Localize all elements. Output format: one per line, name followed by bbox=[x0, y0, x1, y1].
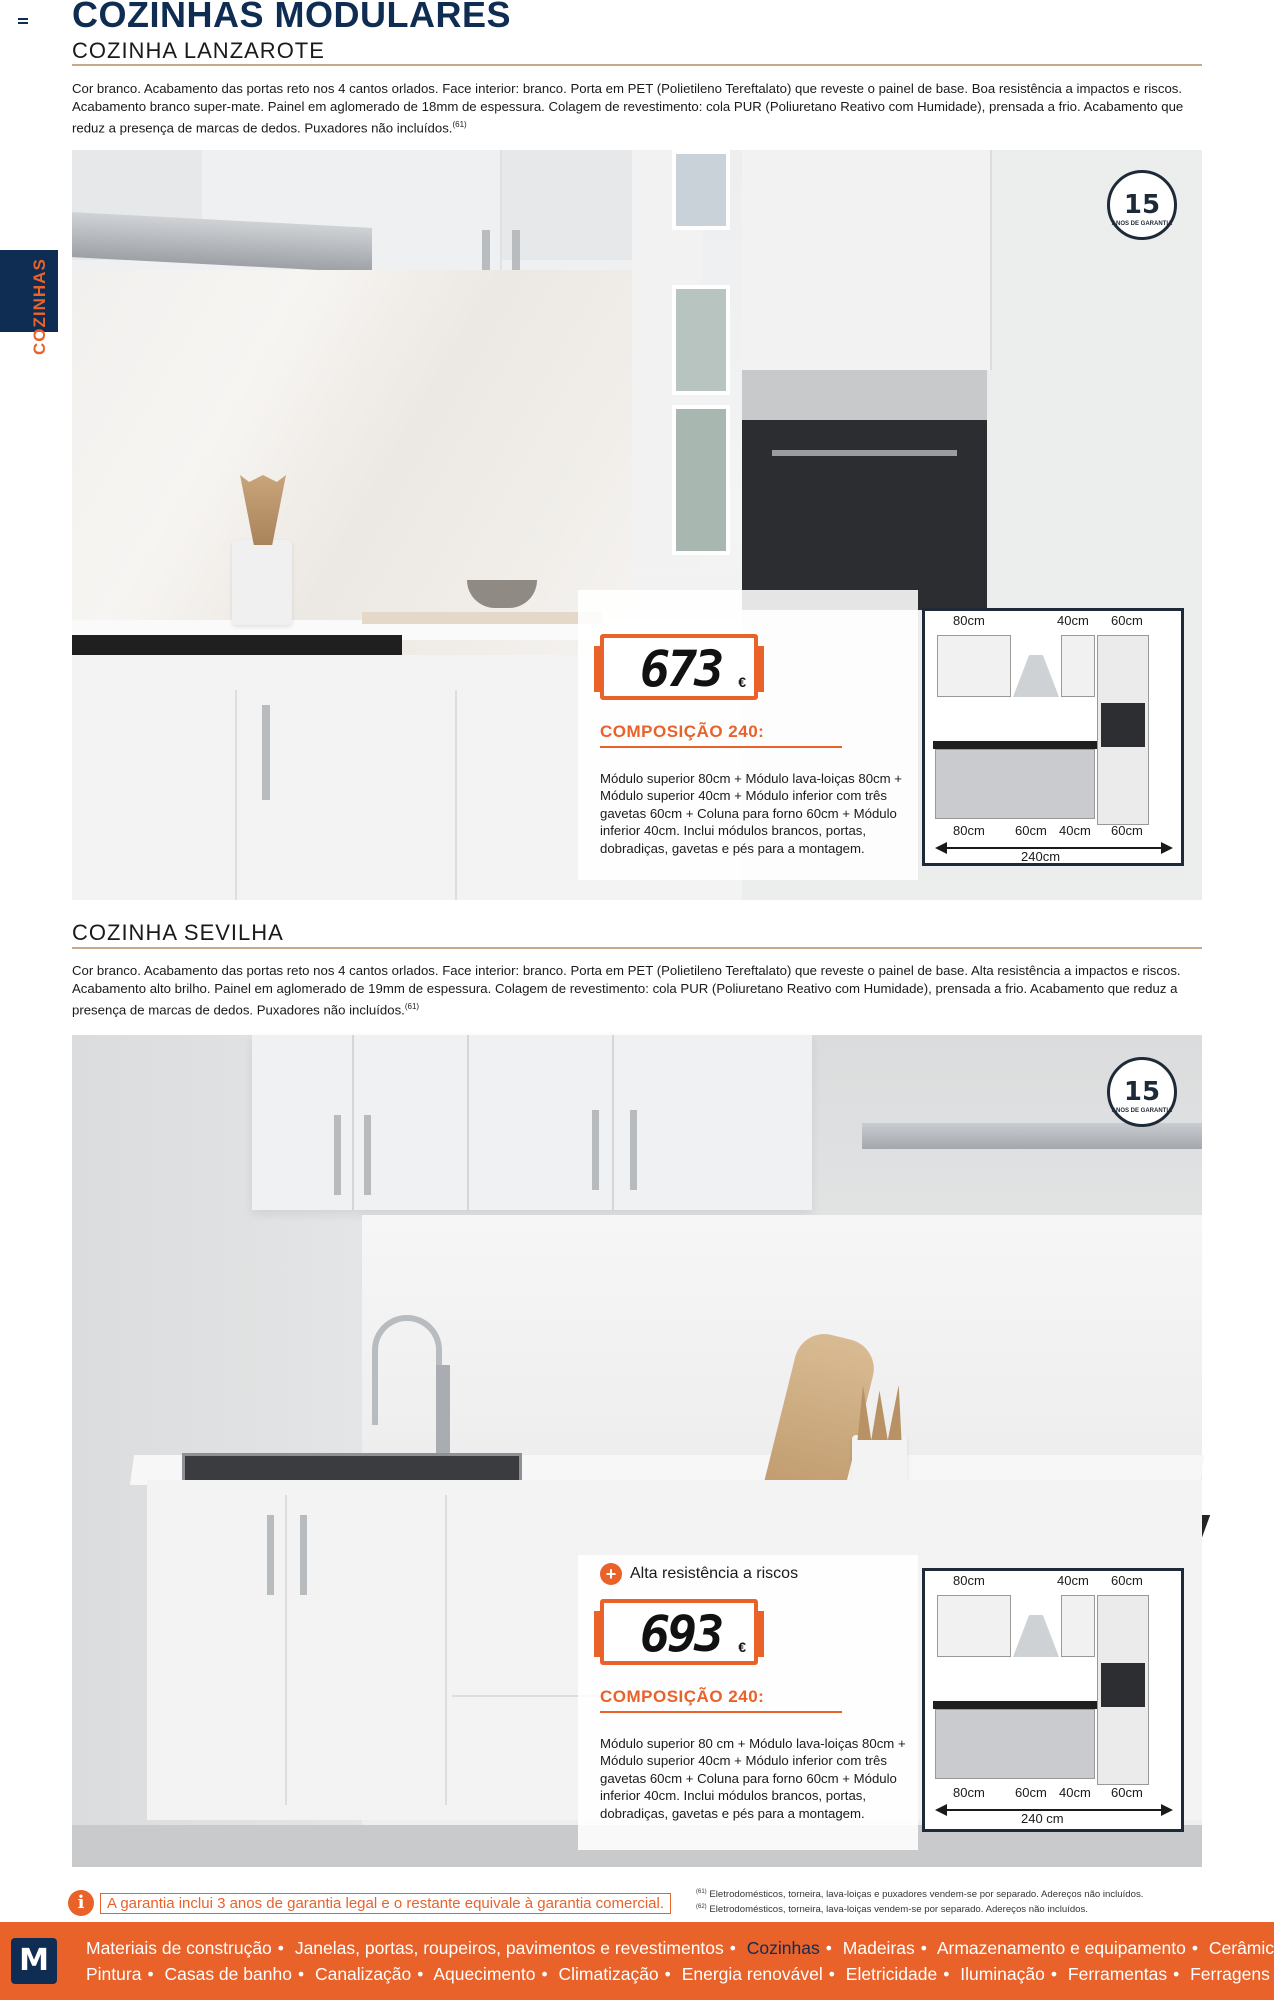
hood-illustration bbox=[1013, 655, 1059, 697]
nav-item-climatizacao[interactable]: Climatização bbox=[558, 1964, 659, 1984]
section-title-lanzarote: COZINHA LANZAROTE bbox=[72, 38, 325, 63]
logo-mark: M bbox=[11, 1938, 57, 1984]
footnotes bbox=[696, 1886, 1143, 1916]
price-panel bbox=[578, 1555, 918, 1850]
product-description: Cor branco. Acabamento das portas reto nos 4 cantos orlados. Face interior: branco. Porta em PET (Polietileno Tereftalato) que reveste o painel de base. Boa resistência a impactos e riscos. Acabamento branco super-mate. Painel em aglomerado de 18mm de espessura. Colagem de revestimento: cola PUR (Poliuretano Reativo com Humidade), prensada a frio. Acabamento que reduz a presença de marcas de dedos. Puxadores não incluídos.$^{(61)}$ bbox=[72, 81, 1184, 136]
composition-text: Módulo superior 80 cm + Módulo lava-loiças 80cm + Módulo superior 40cm + Módulo inferior com três gavetas 60cm + Coluna para forno 60cm + Módulo inferior 40cm. Inclui módulos brancos, portas, dobradiças, gavetas e pés para a montagem. bbox=[600, 1736, 906, 1821]
nav-item-canalizacao[interactable]: Canalização bbox=[314, 1964, 412, 1984]
nav-item-eletricidade[interactable]: Eletricidade bbox=[845, 1964, 938, 1984]
nav-item-ferramentas[interactable]: Ferramentas bbox=[1067, 1964, 1168, 1984]
base-cabinet-illustration bbox=[935, 1709, 1095, 1779]
upper-cabinet-illustration bbox=[1061, 1595, 1095, 1657]
plus-icon: + bbox=[600, 1563, 622, 1585]
countertop-illustration bbox=[933, 741, 1097, 749]
footnote-61: $^{(61)}$ Eletrodomésticos, torneira, lava-loiças e puxadores vendem-se por separado. Adereços não incluídos. bbox=[696, 1889, 1144, 1901]
nav-item-ceramica[interactable]: Cerâmica bbox=[1208, 1938, 1284, 1958]
arrow-left-icon bbox=[935, 1804, 947, 1816]
warranty-badge: 15 ANOS DE GARANTIA bbox=[1107, 170, 1177, 240]
countertop-illustration bbox=[933, 1701, 1097, 1709]
arrow-right-icon bbox=[1161, 1804, 1173, 1816]
side-section-label: COZINHAS bbox=[30, 258, 49, 355]
arrow-right-icon bbox=[1161, 842, 1173, 854]
kitchen-photo-lanzarote bbox=[72, 150, 1202, 900]
diagram-top-dim: 40cm bbox=[1057, 613, 1089, 628]
composition-title: COMPOSIÇÃO 240: bbox=[600, 722, 765, 741]
nav-item-casas-de-banho[interactable]: Casas de banho bbox=[164, 1964, 292, 1984]
diagram-total-dim: 240 cm bbox=[1021, 1811, 1064, 1826]
highlight-feature bbox=[600, 1563, 798, 1585]
footnote-62: $^{(62)}$ Eletrodomésticos, torneira, lava-loiças vendem-se por separado. Adereços não incluídos. bbox=[696, 1904, 1088, 1916]
info-icon: i bbox=[68, 1890, 94, 1916]
diagram-bottom-dim: 60cm bbox=[1015, 823, 1047, 838]
diagram-bottom-dim: 40cm bbox=[1059, 823, 1091, 838]
upper-cabinet-illustration bbox=[937, 635, 1011, 697]
price-panel bbox=[578, 590, 918, 880]
page-title: COZINHAS MODULARES bbox=[72, 0, 511, 35]
oven-illustration bbox=[1101, 703, 1145, 747]
nav-item-pintura[interactable]: Pintura bbox=[86, 1964, 142, 1984]
hood-illustration bbox=[1013, 1615, 1059, 1657]
nav-item-janelas[interactable]: Janelas, portas, roupeiros, pavimentos e revestimentos bbox=[294, 1938, 724, 1958]
warranty-badge: 15 ANOS DE GARANTIA bbox=[1107, 1057, 1177, 1127]
nav-item-materiais[interactable]: Materiais de construção bbox=[86, 1938, 272, 1958]
diagram-bottom-dim: 60cm bbox=[1111, 1785, 1143, 1800]
section-divider bbox=[72, 947, 1202, 949]
module-diagram bbox=[922, 608, 1184, 866]
upper-cabinet-illustration bbox=[1061, 635, 1095, 697]
upper-cabinet-illustration bbox=[937, 1595, 1011, 1657]
nav-item-madeiras[interactable]: Madeiras bbox=[842, 1938, 915, 1958]
nav-item-aquecimento[interactable]: Aquecimento bbox=[433, 1964, 536, 1984]
kitchen-photo-sevilha bbox=[72, 1035, 1202, 1867]
diagram-bottom-dim: 80cm bbox=[953, 1785, 985, 1800]
nav-item-iluminacao[interactable]: Iluminação bbox=[960, 1964, 1045, 1984]
module-diagram bbox=[922, 1568, 1184, 1832]
diagram-top-dim: 60cm bbox=[1111, 1573, 1143, 1588]
section-divider bbox=[72, 64, 1202, 66]
nav-row-2: Pintura • Casas de banho • Canalização • Aquecimento • Climatização • Energia renovável • Eletricidade • Iluminação • Ferramentas • Ferragens bbox=[86, 1964, 1270, 1984]
diagram-bottom-dim: 80cm bbox=[953, 823, 985, 838]
brand-logo[interactable] bbox=[0, 1922, 68, 2000]
composition-underline bbox=[600, 1711, 842, 1713]
price-tag: 673 € bbox=[600, 634, 758, 700]
composition-underline bbox=[600, 746, 842, 748]
arrow-left-icon bbox=[935, 842, 947, 854]
category-nav-bar bbox=[0, 1922, 1284, 2000]
diagram-top-dim: 40cm bbox=[1057, 1573, 1089, 1588]
diagram-top-dim: 60cm bbox=[1111, 613, 1143, 628]
nav-item-armazenamento[interactable]: Armazenamento e equipamento bbox=[936, 1938, 1186, 1958]
guarantee-text: A garantia inclui 3 anos de garantia legal e o restante equivale à garantia comercial. bbox=[100, 1893, 671, 1914]
nav-item-cozinhas[interactable]: Cozinhas bbox=[746, 1938, 820, 1958]
composition-title: COMPOSIÇÃO 240: bbox=[600, 1687, 765, 1706]
diagram-top-dim: 80cm bbox=[953, 1573, 985, 1588]
section-title-sevilha: COZINHA SEVILHA bbox=[72, 920, 284, 945]
diagram-bottom-dim: 60cm bbox=[1015, 1785, 1047, 1800]
page-marker bbox=[18, 18, 28, 24]
composition-text: Módulo superior 80cm + Módulo lava-loiças 80cm + Módulo superior 40cm + Módulo inferior com três gavetas 60cm + Coluna para forno 60cm + Módulo inferior 40cm. Inclui módulos brancos, portas, dobradiças, gavetas e pés para a montagem. bbox=[600, 771, 902, 856]
guarantee-note bbox=[68, 1890, 671, 1916]
nav-item-energia[interactable]: Energia renovável bbox=[681, 1964, 823, 1984]
nav-row-1: Materiais de construção • Janelas, portas, roupeiros, pavimentos e revestimentos • Cozinhas • Madeiras • Armazenamento e equipamento • Cerâmica bbox=[86, 1938, 1284, 1958]
oven-illustration bbox=[1101, 1663, 1145, 1707]
diagram-total-dim: 240cm bbox=[1021, 849, 1061, 864]
diagram-bottom-dim: 60cm bbox=[1111, 823, 1143, 838]
diagram-bottom-dim: 40cm bbox=[1059, 1785, 1091, 1800]
highlight-text: Alta resistência a riscos bbox=[630, 1565, 799, 1582]
product-description: Cor branco. Acabamento das portas reto nos 4 cantos orlados. Face interior: branco. Porta em PET (Polietileno Tereftalato) que reveste o painel de base. Alta resistência a impactos e riscos. Acabamento alto brilho. Painel em aglomerado de 19mm de espessura. Colagem de revestimento: cola PUR (Poliuretano Reativo com Humidade), prensada a frio. Acabamento que reduz a presença de marcas de dedos. Puxadores não incluídos.$^{(61)}$ bbox=[72, 963, 1181, 1018]
base-cabinet-illustration bbox=[935, 749, 1095, 819]
diagram-top-dim: 80cm bbox=[953, 613, 985, 628]
price-tag: 693 € bbox=[600, 1599, 758, 1665]
nav-item-ferragens[interactable]: Ferragens bbox=[1190, 1964, 1270, 1984]
